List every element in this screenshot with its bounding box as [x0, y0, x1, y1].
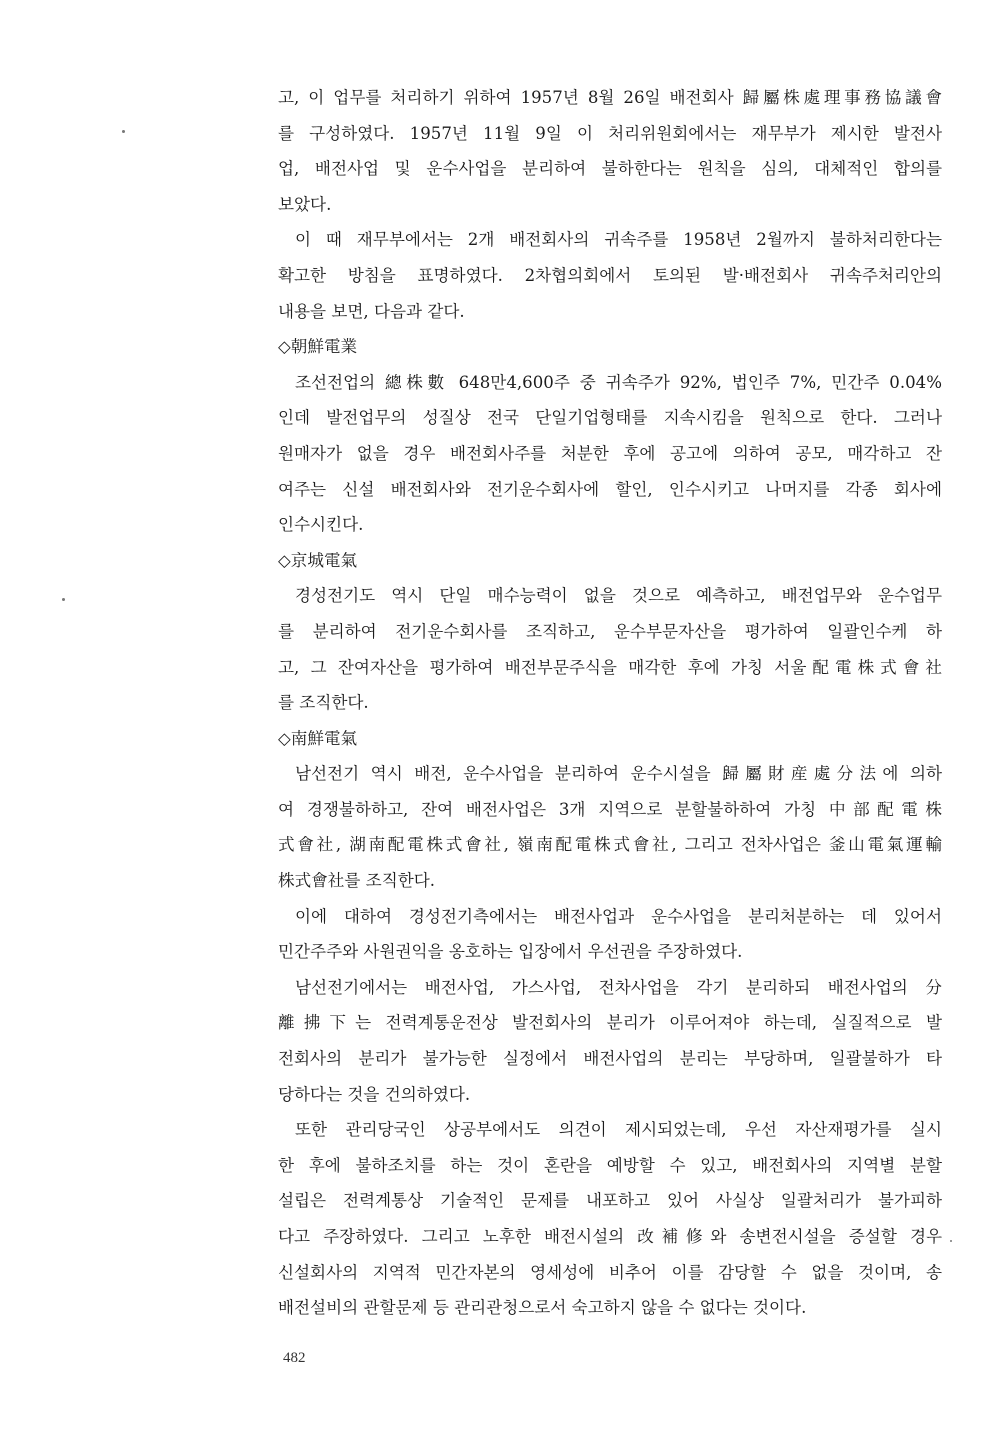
text-line: 를 분리하여 전기운수회사를 조직하고, 운수부문자산을 평가하여 일괄인수케 하: [278, 621, 942, 641]
text-line: 離拂下는 전력계통운전상 발전회사의 분리가 이루어져야 하는데, 실질적으로 발: [278, 1013, 942, 1033]
scan-speck: [950, 1240, 952, 1242]
text-line: 내용을 보면, 다음과 같다.: [278, 301, 465, 321]
text-line: 민간주주와 사원권익을 옹호하는 입장에서 우선권을 주장하였다.: [278, 942, 743, 962]
text-line: 다고 주장하였다. 그리고 노후한 배전시설의 改補修와 송변전시설을 증설할 경우: [278, 1227, 942, 1246]
text-line: 고, 이 업무를 처리하기 위하여 1957년 8월 26일 배전회사 歸屬株處理事務協議會: [278, 88, 942, 107]
text-line: 株式會社를 조직한다.: [278, 871, 436, 891]
text-line: 원매자가 없을 경우 배전회사주를 처분한 후에 공고에 의하여 공모, 매각하고 잔: [278, 443, 942, 463]
text-line: 여 경쟁불하하고, 잔여 배전사업은 3개 지역으로 분할불하하여 가칭 中部配電株: [278, 799, 942, 819]
text-line: 조선전업의 總株數 648만4,600주 중 귀속주가 92%, 법인주 7%, 민간주 0.04%: [295, 372, 942, 392]
text-line: 업, 배전사업 및 운수사업을 분리하여 불하한다는 원칙을 심의, 대체적인 합의를: [278, 159, 942, 179]
text-line: 배전설비의 관할문제 등 관리관청으로서 숙고하지 않을 수 없다는 것이다.: [278, 1298, 807, 1318]
text-line: 또한 관리당국인 상공부에서도 의견이 제시되었는데, 우선 자산재평가를 실시: [295, 1120, 942, 1140]
text-line: 당하다는 것을 건의하였다.: [278, 1084, 471, 1104]
text-line: 인데 발전업무의 성질상 전국 단일기업형태를 지속시킴을 원칙으로 한다. 그러나: [278, 408, 942, 428]
text-line: 확고한 방침을 표명하였다. 2차협의회에서 토의된 발·배전회사 귀속주처리안의: [278, 265, 942, 285]
text-line: 경성전기도 역시 단일 매수능력이 없을 것으로 예측하고, 배전업무와 운수업무: [295, 586, 942, 606]
text-line: 이 때 재무부에서는 2개 배전회사의 귀속주를 1958년 2월까지 불하처리한다는: [295, 230, 942, 250]
text-line: 남선전기에서는 배전사업, 가스사업, 전차사업을 각기 분리하되 배전사업의 分: [295, 977, 942, 997]
text-line: 를 구성하였다. 1957년 11월 9일 이 처리위원회에서는 재무부가 제시한 발전사: [278, 123, 942, 143]
section-heading: ◇朝鮮電業: [278, 337, 358, 357]
body-text: [278, 80, 942, 1326]
text-line: 를 조직한다.: [278, 693, 369, 713]
text-line: 전회사의 분리가 불가능한 실정에서 배전사업의 분리는 부당하며, 일괄불하가 타: [278, 1049, 942, 1069]
page-number: 482: [283, 1350, 306, 1366]
section-heading: ◇南鮮電氣: [278, 728, 358, 748]
text-line: 한 후에 불하조치를 하는 것이 혼란을 예방할 수 있고, 배전회사의 지역별 분할: [278, 1155, 942, 1175]
text-line: 여주는 신설 배전회사와 전기운수회사에 할인, 인수시키고 나머지를 각종 회사에: [278, 479, 942, 499]
text-line: 보았다.: [278, 194, 332, 214]
scan-speck: [62, 598, 65, 601]
text-line: 고, 그 잔여자산을 평가하여 배전부문주식을 매각한 후에 가칭 서울配電株式會社: [278, 657, 942, 677]
text-line: 설립은 전력계통상 기술적인 문제를 내포하고 있어 사실상 일괄처리가 불가피하: [278, 1191, 942, 1211]
text-line: 이에 대하여 경성전기측에서는 배전사업과 운수사업을 분리처분하는 데 있어서: [295, 906, 942, 926]
section-heading: ◇京城電氣: [278, 550, 358, 570]
text-line: 신설회사의 지역적 민간자본의 영세성에 비추어 이를 감당할 수 없을 것이며, 송: [278, 1262, 942, 1282]
scan-speck: [122, 130, 125, 133]
text-line: 式會社, 湖南配電株式會社, 嶺南配電株式會社, 그리고 전차사업은 釜山電氣運輸: [278, 835, 942, 855]
text-line: 남선전기 역시 배전, 운수사업을 분리하여 운수시설을 歸屬財産處分法에 의하: [295, 764, 942, 784]
text-line: 인수시킨다.: [278, 515, 364, 535]
